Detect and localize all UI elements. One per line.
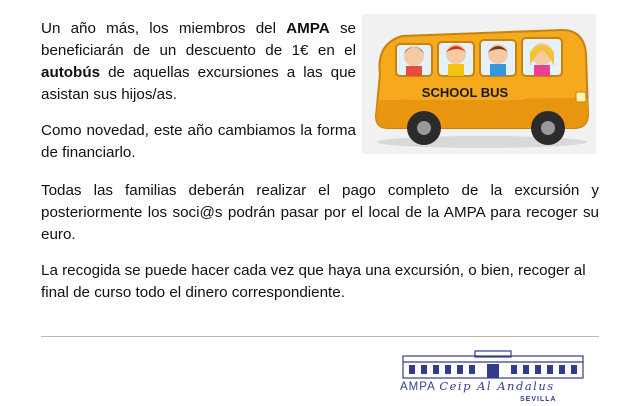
text-segment: de aquellas excursiones a las que asistan sus hijos/as. xyxy=(41,64,356,103)
school-bus-icon xyxy=(362,14,596,154)
school-building-icon xyxy=(395,350,600,380)
text-segment: Un año más, los miembros del xyxy=(41,20,287,37)
logo-city: SEVILLA xyxy=(520,396,557,403)
paragraph-ampa-discount xyxy=(41,18,356,106)
bold-ampa: AMPA xyxy=(286,20,330,37)
logo-text xyxy=(400,379,555,393)
school-bus-illustration xyxy=(362,14,596,154)
logo-prefix: AMPA xyxy=(400,381,440,393)
bold-autobus: autobús xyxy=(41,64,101,81)
bus-sign-text: SCHOOL BUS xyxy=(421,85,509,100)
paragraph-recogida: La recogida se puede hacer cada vez que haya una excursión, o bien, recoger al final de curso todo el dinero correspondiente. xyxy=(41,262,586,301)
paragraph-pago: Todas las familias deberán realizar el pago completo de la excursión y posteriormente los soci@s podrán pasar por el local de la AMPA para recoger su euro. xyxy=(41,182,599,243)
paragraph-novedad: Como novedad, este año cambiamos la forma de financiarlo. xyxy=(41,122,356,161)
logo-school-name: Ceip Al Andalus xyxy=(439,379,555,393)
ampa-logo xyxy=(395,350,600,406)
horizontal-divider xyxy=(41,336,599,337)
text-segment: se beneficiarán de un descuento de 1€ en el xyxy=(41,20,356,59)
